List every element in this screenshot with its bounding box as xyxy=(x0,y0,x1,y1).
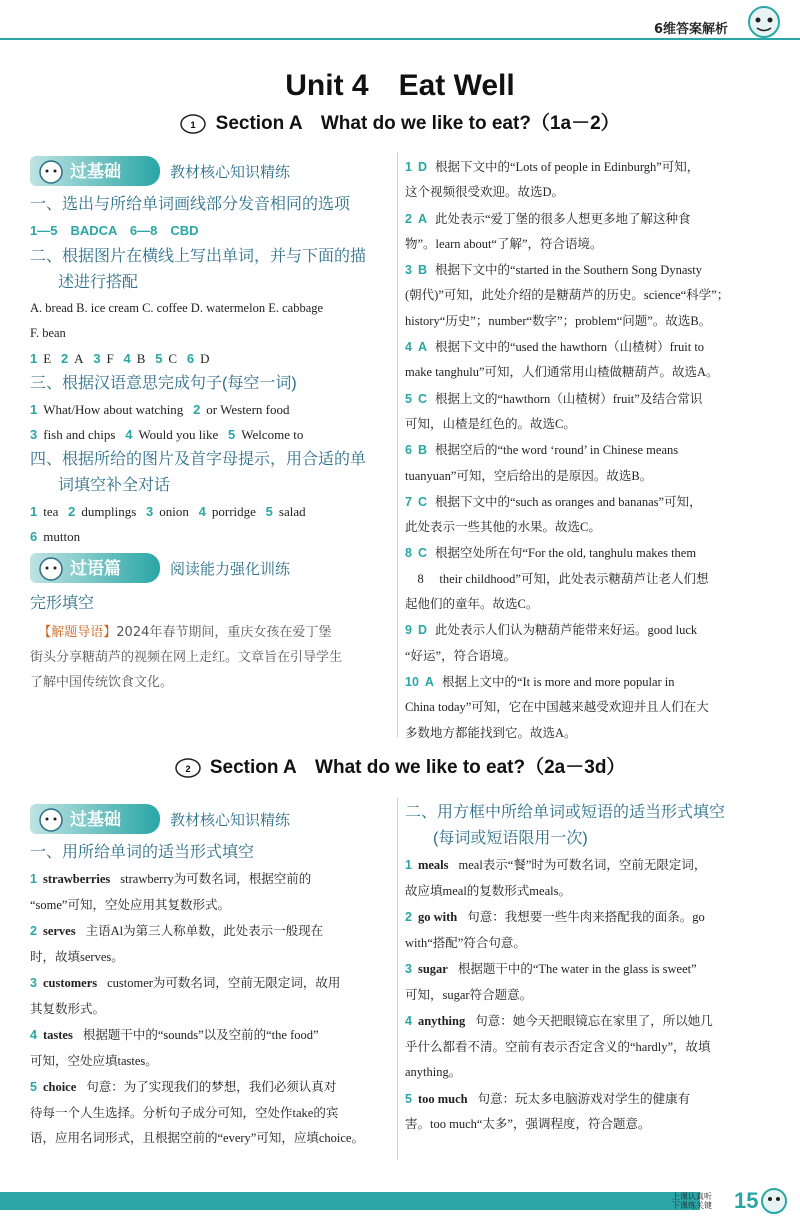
item-number: 5 xyxy=(30,1080,37,1094)
explanation-text: 句意：她今天把眼镜忘在家里了，所以她几 xyxy=(475,1014,713,1028)
item-answer: dumplings xyxy=(81,504,137,519)
explanation-line xyxy=(405,334,773,360)
item-number: 4 xyxy=(198,504,206,519)
item-number: 3 xyxy=(146,504,154,519)
item-number: 4 xyxy=(30,1028,37,1042)
item-number: 1 xyxy=(405,858,412,872)
explanation-item xyxy=(405,386,773,438)
explanation-line: “some”可知，空处应用其复数形式。 xyxy=(30,897,230,912)
explanation-line xyxy=(405,386,773,412)
item-answer: C xyxy=(168,351,178,366)
explanation-text: 此处表示“爱丁堡的很多人想更多地了解这种食 xyxy=(434,211,691,226)
item-answer: too much xyxy=(417,1091,468,1106)
heading-part-1: 一、选出与所给单词画线部分发音相同的选项 xyxy=(30,196,351,213)
item-number: 4 xyxy=(123,351,131,366)
explanation-text: 根据空处所在句“For the old, tanghulu makes them xyxy=(434,546,697,561)
explanation-text: 根据下文中的“used the hawthorn（山楂树）fruit to xyxy=(434,340,705,355)
banner-tab xyxy=(30,804,160,834)
explanation-item xyxy=(30,970,392,1022)
banner-subtitle: 教材核心知识精练 xyxy=(170,163,291,181)
explanation-line: with“搭配”符合句意。 xyxy=(405,935,526,950)
explanation-line: 8 their childhood”可知，此处表示糖葫芦让老人们想 xyxy=(405,571,709,586)
page-footer xyxy=(0,1184,800,1219)
section-title-1 xyxy=(0,108,800,135)
item-number: 5 xyxy=(405,1091,412,1106)
item-answer: D xyxy=(417,623,427,638)
explanation-line xyxy=(30,1022,392,1049)
item-number: 5 xyxy=(405,391,412,406)
banner-basics-1 xyxy=(30,154,390,188)
item-number: 1 xyxy=(30,504,38,519)
section-title-1-text: Section A What do we like to eat?（1a－2） xyxy=(215,113,620,134)
explanation-line xyxy=(405,669,773,695)
svg-text:2: 2 xyxy=(185,763,191,774)
item-number: 1 xyxy=(405,160,412,174)
footer-stripe xyxy=(0,1192,700,1210)
banner-subtitle: 阅读能力强化训练 xyxy=(170,560,291,578)
explanation-text: customer为可数名词，空前无限定词，故用 xyxy=(107,976,341,990)
explanation-text: 句意：玩太多电脑游戏对学生的健康有 xyxy=(477,1091,691,1106)
explanation-text: 根据上文的“hawthorn（山楂树）fruit”及结合常识 xyxy=(434,391,703,406)
explanation-line: anything。 xyxy=(405,1065,462,1079)
explanation-text: 根据上文中的“It is more and more popular in xyxy=(441,674,675,689)
explanation-line xyxy=(30,866,392,893)
item-answer: B xyxy=(136,351,146,366)
right-column-1 xyxy=(405,154,773,746)
item-number: 4 xyxy=(405,340,412,355)
mascot-icon xyxy=(742,4,786,40)
banner-basics-2 xyxy=(30,802,392,836)
explanation-line: (朝代)”可知，此处介绍的是糖葫芦的历史。science“科学”； xyxy=(405,288,730,303)
heading-part-2-cont: (每词或短语限用一次) xyxy=(433,830,588,847)
explanation-line: 乎什么都看不清。空前有表示否定含义的“hardly”，故填 xyxy=(405,1039,711,1054)
item-number: 4 xyxy=(405,1014,412,1028)
answer-list xyxy=(30,866,392,1152)
match-answers xyxy=(30,346,390,371)
explanation-text: 根据题干中的“The water in the glass is sweet” xyxy=(457,962,697,976)
bun-mascot-icon xyxy=(38,557,64,581)
explanation-line: 故应填meal的复数形式meals。 xyxy=(405,883,571,898)
item-number: 2 xyxy=(68,504,76,519)
banner-tab xyxy=(30,553,160,583)
guide-line: 了解中国传统饮食文化。 xyxy=(30,675,174,690)
item-number: 2 xyxy=(60,351,69,366)
mascot-icon xyxy=(756,1186,792,1216)
explanation-line: 此处表示一些其他的水果。故选C。 xyxy=(405,520,601,535)
answer-line xyxy=(30,397,390,422)
item-number: 1 xyxy=(30,402,38,417)
guide-paragraph xyxy=(30,620,390,695)
item-number: 4 xyxy=(125,427,133,442)
explanation-line xyxy=(405,852,773,879)
item-answer: F xyxy=(106,351,114,366)
explanation-item xyxy=(405,334,773,386)
explanation-line: 这个视频很受欢迎。故选D。 xyxy=(405,185,565,200)
item-answer: porridge xyxy=(211,504,256,519)
explanation-item xyxy=(405,206,773,258)
item-answer: sugar xyxy=(417,962,448,976)
item-number: 2 xyxy=(30,924,37,938)
guide-tag: 【解题导语】 xyxy=(38,625,117,640)
explanation-item xyxy=(405,1086,773,1138)
options-line: A. bread B. ice cream C. coffee D. watermelon E. cabbage xyxy=(30,301,324,315)
item-answer: strawberries xyxy=(42,872,111,886)
banner-tab xyxy=(30,156,160,186)
explanation-text: meal表示“餐”时为可数名词，空前无限定词， xyxy=(458,858,707,872)
item-number: 2 xyxy=(405,211,412,226)
item-number: 8 xyxy=(405,546,412,561)
explanation-line: 其复数形式。 xyxy=(30,1001,106,1016)
explanation-text: 此处表示人们认为糖葫芦能带来好运。good luck xyxy=(434,623,698,638)
column-divider-2 xyxy=(397,798,398,1160)
explanation-line xyxy=(405,904,773,931)
section-title-2 xyxy=(0,752,800,779)
item-answer: C xyxy=(417,391,427,406)
explanation-line xyxy=(405,257,773,283)
item-number: 3 xyxy=(30,427,38,442)
explanation-line xyxy=(405,1008,773,1035)
heading-part-4-cont: 词填空补全对话 xyxy=(58,477,171,494)
item-answer: B xyxy=(417,443,427,458)
item-number: 10 xyxy=(405,674,419,689)
explanation-item xyxy=(30,866,392,918)
item-number: 3 xyxy=(405,263,412,278)
item-answer: Would you like xyxy=(138,427,219,442)
answer-line xyxy=(30,524,390,549)
explanation-line xyxy=(405,617,773,643)
item-answer: go with xyxy=(417,910,458,924)
explanation-item xyxy=(405,956,773,1008)
item-answer: tea xyxy=(43,504,59,519)
item-answer: or Western food xyxy=(206,402,290,417)
item-number: 1 xyxy=(30,351,38,366)
explanation-text: 主语Al为第三人称单数，此处表示一般现在 xyxy=(85,924,324,938)
heading-part-2-cont: 述进行搭配 xyxy=(58,274,139,291)
answer-list xyxy=(405,852,773,1138)
explanation-line xyxy=(30,1074,392,1101)
heading-part-2: 二、用方框中所给单词或短语的适当形式填空 xyxy=(405,804,726,821)
column-divider-1 xyxy=(397,152,398,737)
explanation-line: China today”可知，它在中国越来越受欢迎并且人们在大 xyxy=(405,700,709,715)
explanation-line xyxy=(405,956,773,983)
item-number: 3 xyxy=(405,962,412,976)
explanation-item xyxy=(405,257,773,334)
explanation-item xyxy=(405,1008,773,1086)
explanation-line: 多数地方都能找到它。故选A。 xyxy=(405,725,577,740)
explanation-line: 语，应用名词形式，且根据空前的“every”可知，应填choice。 xyxy=(30,1131,364,1145)
item-answer: D xyxy=(417,160,427,174)
banner-reading xyxy=(30,551,390,585)
section-badge-icon xyxy=(175,758,201,778)
explanation-item xyxy=(405,617,773,669)
item-number: 3 xyxy=(93,351,101,366)
right-column-2 xyxy=(405,800,773,1138)
item-answer: choice xyxy=(42,1080,77,1094)
cloze-heading: 完形填空 xyxy=(30,595,95,612)
item-answer: serves xyxy=(42,924,76,938)
item-number: 6 xyxy=(405,443,412,458)
explanation-line: make tanghulu”可知，人们通常用山楂做糖葫芦。故选A。 xyxy=(405,365,719,380)
explanation-item xyxy=(405,489,773,541)
guide-line: 街头分享糖葫芦的视频在网上走红。文章旨在引导学生 xyxy=(30,650,343,665)
explanation-item xyxy=(30,1022,392,1074)
banner-subtitle: 教材核心知识精练 xyxy=(170,811,291,829)
item-number: 7 xyxy=(405,494,412,509)
heading-part-2: 二、根据图片在横线上写出单词，并与下面的描 xyxy=(30,248,367,265)
heading-part-3: 三、根据汉语意思完成句子(每空一词) xyxy=(30,375,297,392)
item-answer: Welcome to xyxy=(241,427,304,442)
item-answer: B xyxy=(417,263,427,278)
explanation-text: 句意：我想要一些牛肉来搭配我的面条。go xyxy=(467,910,705,924)
item-answer: E xyxy=(43,351,52,366)
item-number: 6 xyxy=(186,351,195,366)
explanation-text: 根据下文中的“started in the Southern Song Dynasty xyxy=(434,263,702,278)
explanation-line: 待每一个人生选择。分析句子成分可知，空处作take的宾 xyxy=(30,1105,339,1120)
item-answer: C xyxy=(417,546,427,561)
item-number: 9 xyxy=(405,623,412,638)
explanation-line xyxy=(30,970,392,997)
left-column-1 xyxy=(30,152,390,695)
answer-line xyxy=(30,422,390,447)
explanation-item xyxy=(405,154,773,206)
item-answer: mutton xyxy=(43,529,81,544)
item-number: 2 xyxy=(193,402,201,417)
heading-part-4: 四、根据所给的图片及首字母提示，用合适的单 xyxy=(30,451,367,468)
explanation-text: 句意：为了实现我们的梦想，我们必须认真对 xyxy=(86,1080,337,1094)
svg-text:1: 1 xyxy=(190,119,196,130)
item-answer: A xyxy=(417,211,427,226)
explanation-line: 可知，山楂是红色的。故选C。 xyxy=(405,416,576,431)
explanation-text: 根据下文中的“Lots of people in Edinburgh”可知， xyxy=(434,160,700,174)
explanation-item xyxy=(405,669,773,746)
item-number: 1 xyxy=(30,872,37,886)
item-answer: onion xyxy=(159,504,189,519)
explanation-line: 可知，sugar符合题意。 xyxy=(405,987,533,1002)
item-answer: customers xyxy=(42,976,98,990)
explanation-item xyxy=(30,1074,392,1152)
bun-mascot-icon xyxy=(38,160,64,184)
item-answer: A xyxy=(424,674,434,689)
explanation-text: 根据下文中的“such as oranges and bananas”可知， xyxy=(434,494,702,509)
explanation-text: 根据空后的“the word ‘round’ in Chinese means xyxy=(434,443,679,458)
bun-mascot-icon xyxy=(38,808,64,832)
explanation-line: 物”。learn about“了解”，符合语境。 xyxy=(405,236,603,251)
item-answer: fish and chips xyxy=(43,427,116,442)
explanation-line xyxy=(405,489,773,515)
explanation-line xyxy=(405,154,773,180)
explanation-line xyxy=(405,1086,773,1113)
heading-part-1: 一、用所给单词的适当形式填空 xyxy=(30,844,255,861)
item-answer: What/How about watching xyxy=(43,402,184,417)
answer-line xyxy=(30,218,390,244)
item-number: 2 xyxy=(405,910,412,924)
explanation-line: 可知，空处应填tastes。 xyxy=(30,1053,158,1068)
slogan-line: 下课练关键 xyxy=(672,1201,712,1210)
explanation-text: 根据题干中的“sounds”以及空前的“the food” xyxy=(82,1028,319,1042)
explanation-line xyxy=(30,918,392,945)
page-header xyxy=(0,0,800,42)
guide-line: 2024年春节期间，重庆女孩在爱丁堡 xyxy=(116,625,332,640)
explanation-item xyxy=(405,904,773,956)
explanation-line xyxy=(405,540,773,566)
options-line: F. bean xyxy=(30,326,66,340)
explanation-text: strawberry为可数名词，根据空前的 xyxy=(120,872,312,886)
slogan-line: 上课认真听 xyxy=(672,1192,712,1201)
item-answer: A xyxy=(74,351,84,366)
explanation-item xyxy=(30,918,392,970)
section-badge-icon xyxy=(180,114,206,134)
item-answer: A xyxy=(417,340,427,355)
explanation-item xyxy=(405,540,773,617)
item-number: 3 xyxy=(30,976,37,990)
item-answer: meals xyxy=(417,858,449,872)
explanation-line: history“历史”；number“数字”；problem“问题”。故选B。 xyxy=(405,313,712,328)
explanation-item xyxy=(405,437,773,489)
item-number: 5 xyxy=(155,351,163,366)
footer-slogan xyxy=(672,1192,730,1210)
explanation-item xyxy=(405,852,773,904)
explanation-line: “好运”，符合语境。 xyxy=(405,648,517,663)
answer-line xyxy=(30,499,390,524)
header-rule xyxy=(0,38,800,40)
item-number: 6 xyxy=(30,529,38,544)
explanation-line: tuanyuan”可知，空后给出的是原因。故选B。 xyxy=(405,468,653,483)
banner-tab-text: 过语篇 xyxy=(70,559,121,578)
section-title-2-text: Section A What do we like to eat?（2a－3d） xyxy=(209,757,626,778)
explanation-line: 起他们的童年。故选C。 xyxy=(405,597,539,612)
page-number: 15 xyxy=(734,1188,759,1213)
left-column-2 xyxy=(30,800,392,1152)
item-answer: salad xyxy=(278,504,306,519)
item-answer: anything xyxy=(417,1014,466,1028)
item-answer: D xyxy=(200,351,210,366)
item-answer: tastes xyxy=(42,1028,73,1042)
explanation-line xyxy=(405,206,773,232)
item-answer: C xyxy=(417,494,427,509)
header-label: 6维答案解析 xyxy=(653,22,728,37)
explanation-line: 时，故填serves。 xyxy=(30,949,124,964)
banner-tab-text: 过基础 xyxy=(70,810,121,829)
unit-title: Unit 4 Eat Well xyxy=(285,69,515,102)
item-number: 5 xyxy=(265,504,273,519)
answer-text: 1—5 BADCA 6—8 CBD xyxy=(30,223,199,238)
banner-tab-text: 过基础 xyxy=(70,162,121,181)
explanation-line xyxy=(405,437,773,463)
item-number: 5 xyxy=(228,427,236,442)
explanation-line: 害。too much“太多”，强调程度，符合题意。 xyxy=(405,1117,651,1131)
